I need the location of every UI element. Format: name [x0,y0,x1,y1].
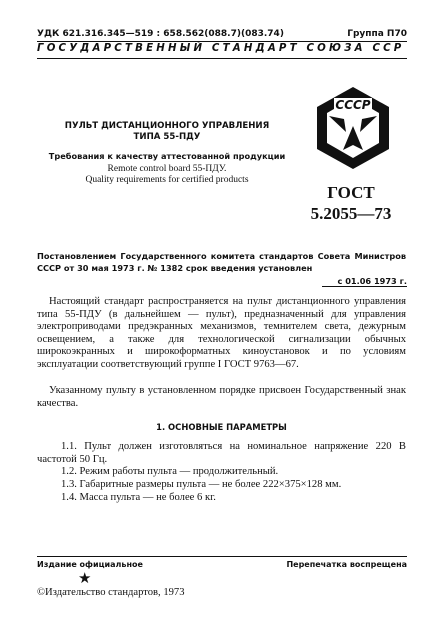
emblem-text: СССР [335,98,371,112]
effective-date-underline [322,286,407,287]
state-standard-banner: ГОСУДАРСТВЕННЫЙ СТАНДАРТ СОЮЗА ССР [37,43,405,54]
copyright: ©Издательство стандартов, 1973 [37,587,185,598]
decree-line-1: Постановлением Государственного комитета стандартов Совета Министров [37,251,406,261]
title-line-1: ПУЛЬТ ДИСТАНЦИОННОГО УПРАВЛЕНИЯ [64,121,270,131]
subtitle: Требования к качеству аттестованной продукции [48,151,286,161]
list-item: 1.1. Пульт должен изготовляться на номинальное напряжение 220 В частотой 50 Гц. [37,441,406,465]
paragraph-quality-mark: Указанному пульту в установленном порядке присвоен Государственный знак качества. [37,385,406,409]
quality-mark-emblem-icon [307,84,399,170]
top-rule [37,41,407,42]
section-heading: 1. ОСНОВНЫЕ ПАРАМЕТРЫ [156,422,287,432]
list-item: 1.2. Режим работы пульта — продолжительный. [61,466,279,477]
official-edition-label: Издание официальное [37,560,143,569]
english-title-line-1: Remote control board 55-ПДУ. [107,164,227,174]
banner-rule [37,58,407,59]
english-title-line-2: Quality requirements for certified products [85,175,249,185]
list-item: 1.3. Габаритные размеры пульта — не более 222×375×128 мм. [61,479,342,490]
group-code: Группа П70 [347,29,407,39]
decree-line-2: СССР от 30 мая 1973 г. № 1382 срок введения установлен [37,263,313,273]
gost-label: ГОСТ [327,183,375,202]
footer-rule [37,556,407,557]
effective-date: с 01.06 1973 г. [337,276,407,286]
title-line-2: ТИПА 55-ПДУ [133,132,201,142]
list-item: 1.4. Масса пульта — не более 6 кг. [61,492,216,503]
gost-number: 5.2055—73 [310,204,392,223]
udk-code: УДК 621.316.345—519 : 658.562(088.7)(083.74) [37,29,284,39]
reprint-prohibited-label: Перепечатка воспрещена [286,560,407,569]
star-icon: ★ [78,569,92,587]
paragraph-scope: Настоящий стандарт распространяется на пульт дистанционного управления типа 55-ПДУ (в дальнейшем — пульт), предназначенный для управления электроприводами предэкранных механизмов, темнителем света, дежурным освещением, а также для технологической сигнализации обычных широкоэкранных и широкоформатных киноустановок и по условиям эксплуатации соответствующий группе I ГОСТ 9763—67. [37,296,406,370]
